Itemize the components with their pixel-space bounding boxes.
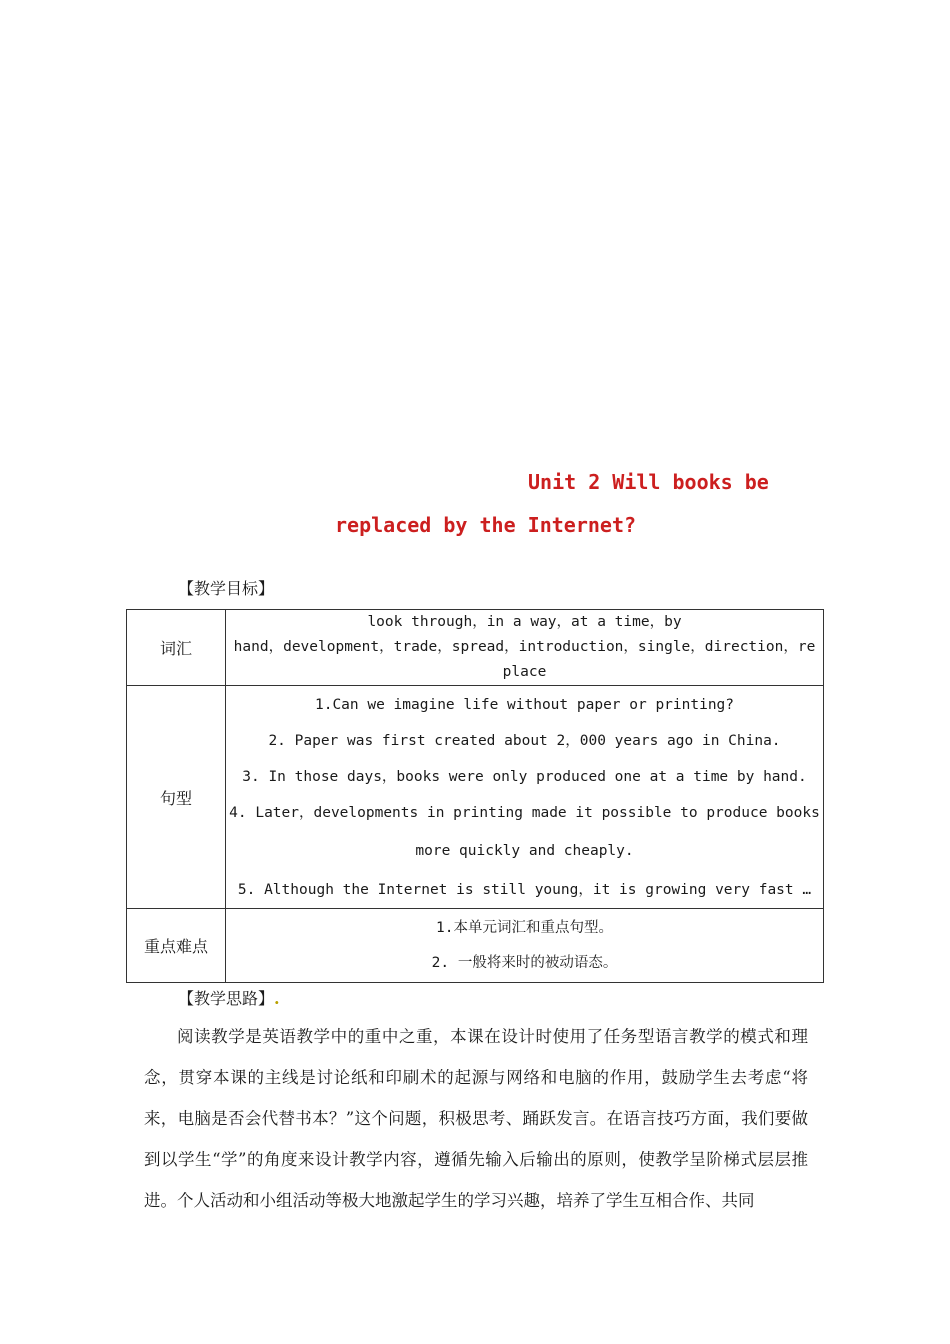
vocab-row xyxy=(127,610,824,686)
key-points-label: 重点难点 xyxy=(127,909,226,983)
key-points-row xyxy=(127,909,824,983)
objectives-table xyxy=(126,609,824,983)
teaching-goals-heading: 【教学目标】 xyxy=(178,579,275,598)
vocab-label: 词汇 xyxy=(127,610,226,686)
key-point-item: 2. 一般将来时的被动语态。 xyxy=(431,954,618,971)
heading-dot: . xyxy=(274,989,280,1008)
vocab-content xyxy=(226,610,824,686)
vocab-line: look through，in a way，at a time，by xyxy=(367,614,682,630)
pattern-item-continued: more quickly and cheaply. xyxy=(415,842,634,859)
pattern-item: 4. Later，developments in printing made it possible to produce books xyxy=(229,804,820,821)
pattern-item: 3. In those days，books were only produced one at a time by hand. xyxy=(242,768,807,785)
patterns-row xyxy=(127,686,824,909)
pattern-item: 5. Although the Internet is still young，it is growing very fast … xyxy=(237,881,812,898)
vocab-line: hand，development，trade，spread，introduction，single，direction，re xyxy=(233,639,816,655)
title-line-1: Unit 2 Will books be xyxy=(528,470,769,494)
pattern-item: 2. Paper was first created about 2，000 years ago in China. xyxy=(268,732,781,749)
title-line-2: replaced by the Internet? xyxy=(335,513,637,537)
key-point-item: 1.本单元词汇和重点句型。 xyxy=(436,919,613,936)
vocab-line: place xyxy=(502,664,547,680)
teaching-ideas-paragraph: 阅读教学是英语教学中的重中之重，本课在设计时使用了任务型语言教学的模式和理念，贯穿本课的主线是讨论纸和印刷术的起源与网络和电脑的作用，鼓励学生去考虑“将来，电脑是否会代替书本？”这个问题，积极思考、踊跃发言。在语言技巧方面，我们要做到以学生“学”的角度来设计教学内容，遵循先输入后输出的原则，使教学呈阶梯式层层推进。个人活动和小组活动等极大地激起学生的学习兴趣，培养了学生互相合作、共同 xyxy=(144,1027,808,1210)
key-points-content xyxy=(226,909,824,983)
teaching-ideas-heading xyxy=(178,986,280,1009)
patterns-label: 句型 xyxy=(127,686,226,909)
pattern-item: 1.Can we imagine life without paper or printing? xyxy=(314,696,735,713)
patterns-content xyxy=(226,686,824,909)
teaching-ideas-heading-text: 【教学思路】 xyxy=(178,989,275,1008)
